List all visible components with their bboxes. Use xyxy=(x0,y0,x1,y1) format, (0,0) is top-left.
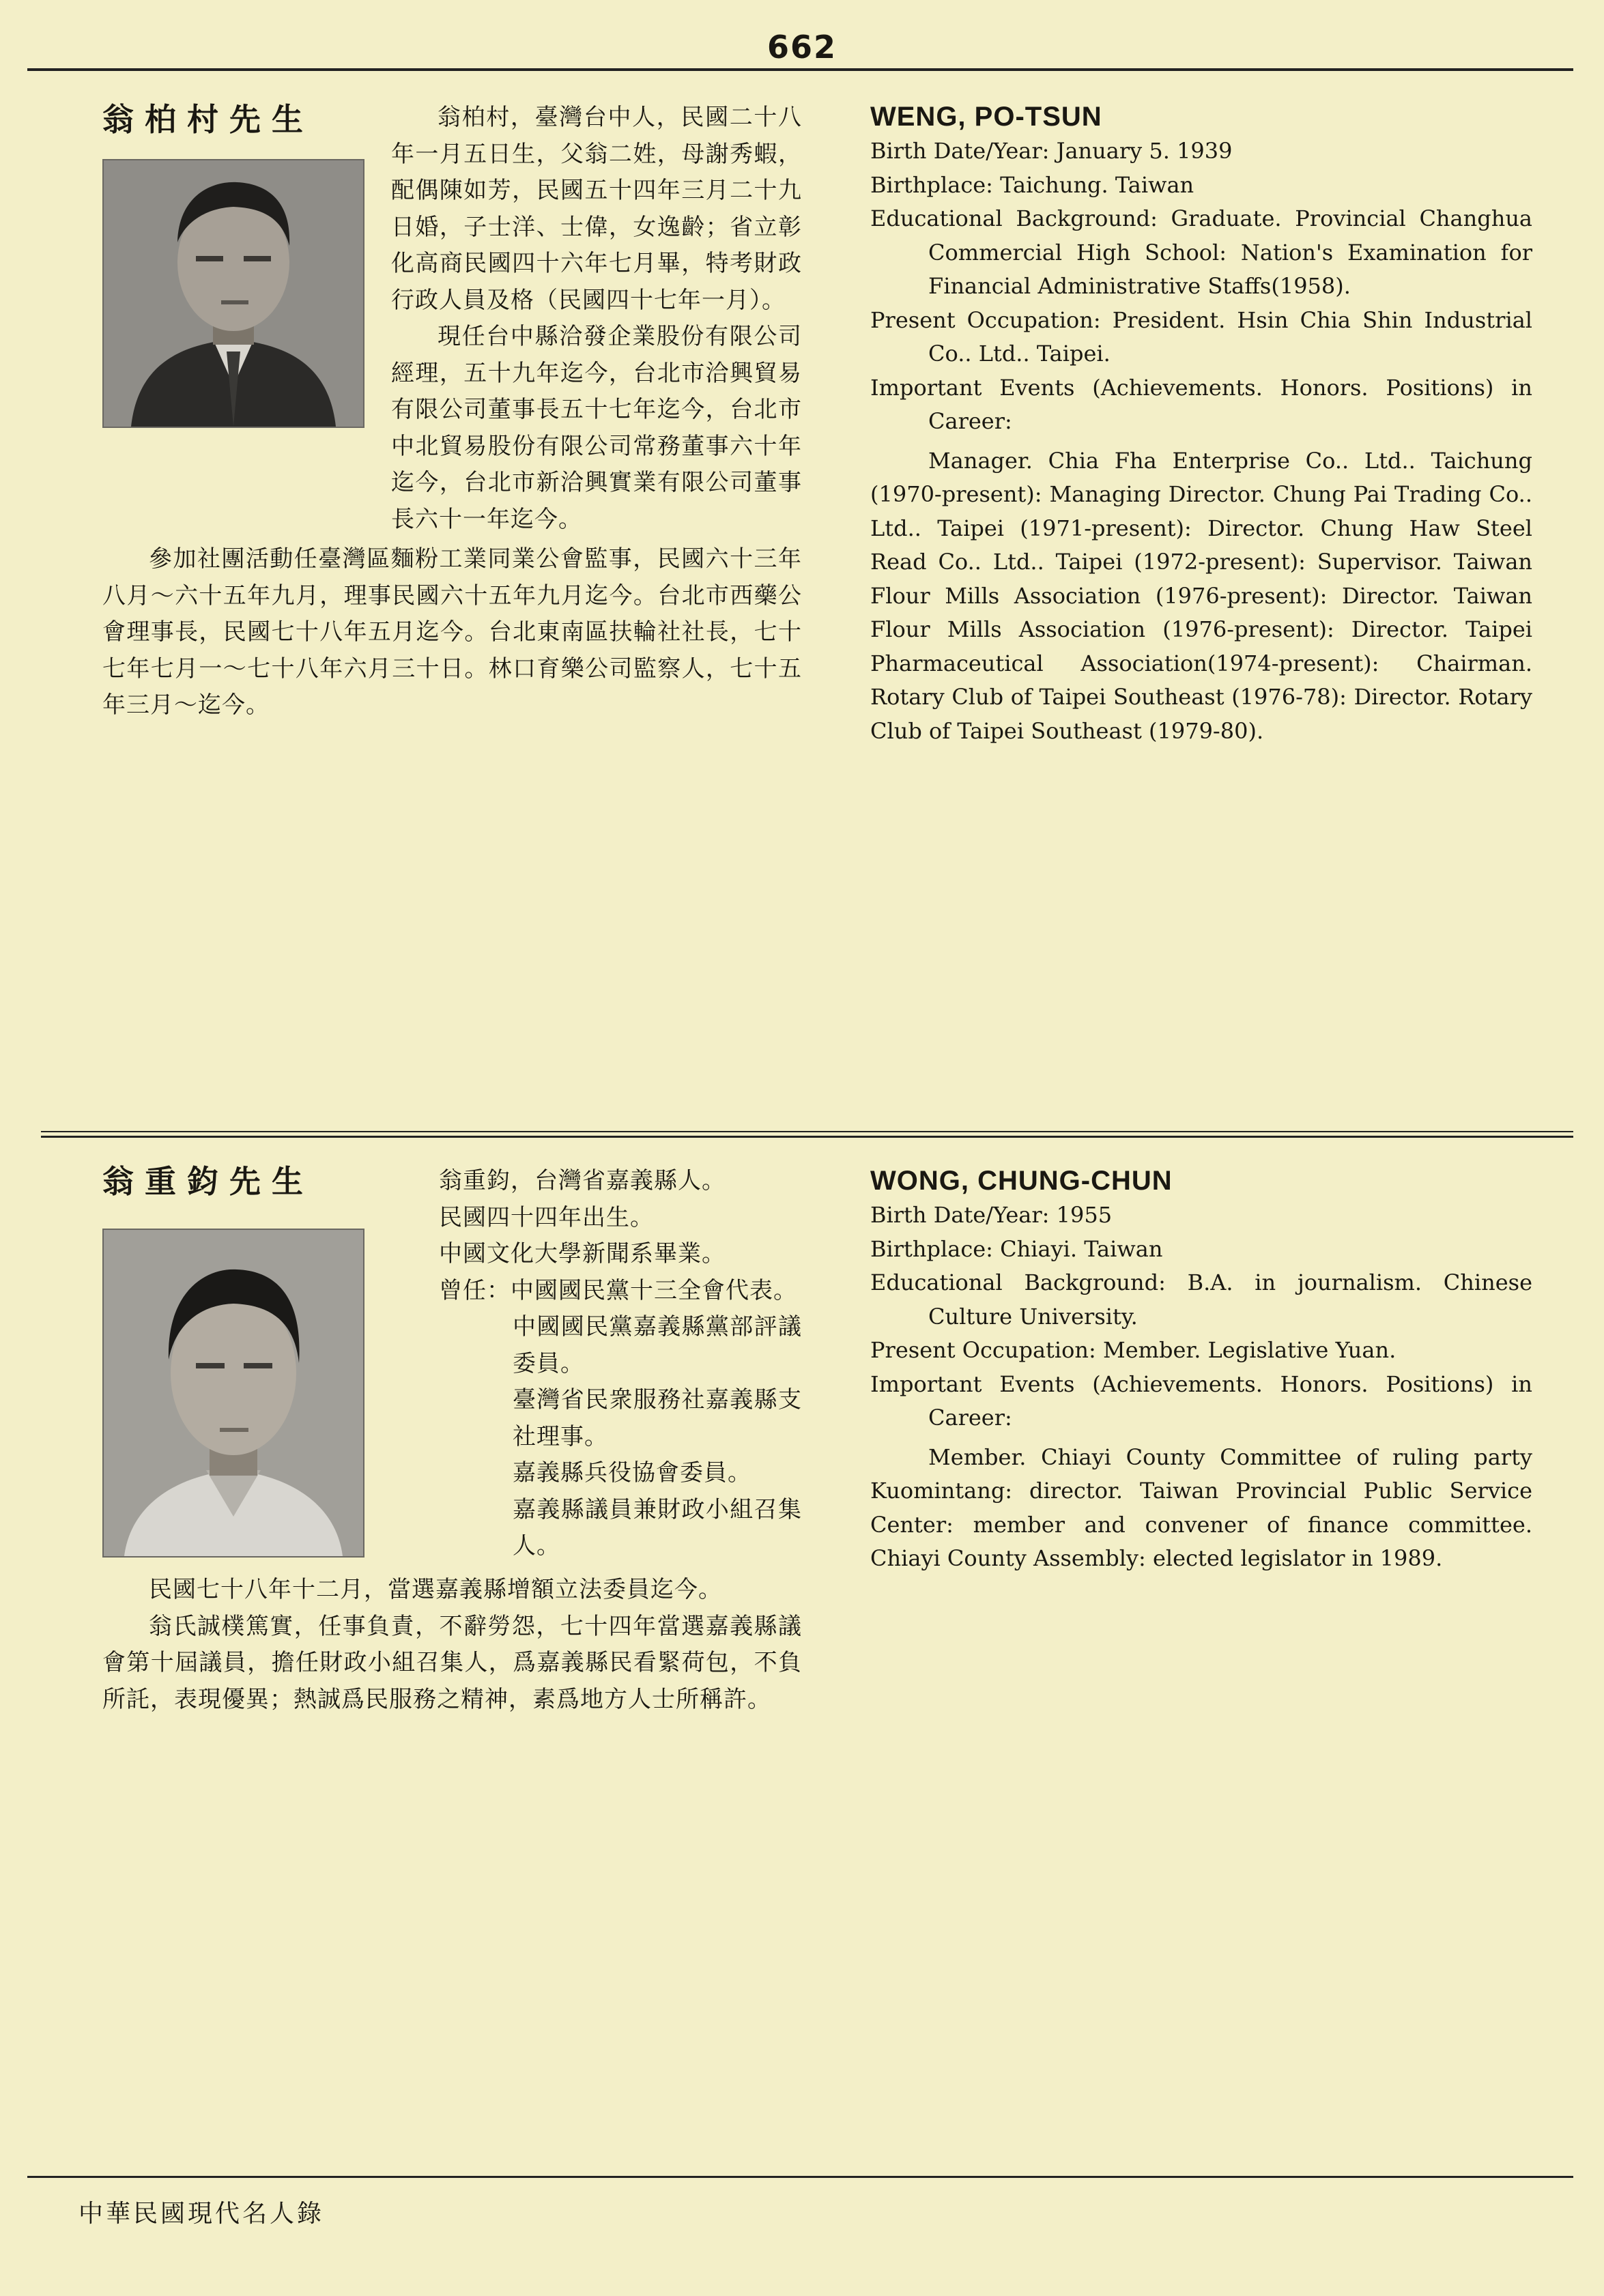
entry-1-chinese-name: 翁柏村先生 xyxy=(102,101,314,138)
entry-2-chinese-line-6: 臺灣省民衆服務社嘉義縣支社理事。 xyxy=(513,1386,802,1450)
middle-rule xyxy=(41,1136,1573,1138)
entry-2-education: Educational Background: B.A. in journalism. Chinese Culture University. xyxy=(870,1269,1532,1330)
entry-2-chinese-line-8: 嘉義縣議員兼財政小組召集人。 xyxy=(513,1495,802,1560)
page-number: 662 xyxy=(767,29,837,66)
entry-2-english-column xyxy=(870,1163,1532,1576)
entry-1-chinese-paragraph-3: 參加社團活動任臺灣區麵粉工業同業公會監事，民國六十三年八月～六十五年九月，理事民國六十五年九月迄今。台北市西藥公會理事長，民國七十八年五月迄今。台北東南區扶輪社社長，七十七年七月一～七十八年六月三十日。林口育樂公司監察人，七十五年三月～迄今。 xyxy=(102,545,802,719)
entry-2-chinese-line-7: 嘉義縣兵役協會委員。 xyxy=(513,1459,751,1487)
entry-1-chinese-paragraph-1: 翁柏村，臺灣台中人，民國二十八年一月五日生，父翁二姓，母謝秀蝦，配偶陳如芳，民國五十四年三月二十九日婚，子士洋、士偉，女逸齡；省立彰化高商民國四十六年七月畢，特考財政行政人員及格（民國四十七年一月）。 xyxy=(391,104,802,314)
entry-2-chinese-bio xyxy=(102,1572,802,1718)
entry-2-chinese-paragraph-1: 民國七十八年十二月，當選嘉義縣增額立法委員迄今。 xyxy=(149,1576,722,1603)
entry-2-portrait-photo xyxy=(102,1229,364,1558)
entry-1-occupation: Present Occupation: President. Hsin Chia Shin Industrial Co.. Ltd.. Taipei. xyxy=(870,306,1532,367)
top-rule xyxy=(27,68,1573,71)
entry-2-events-heading: Important Events (Achievements. Honors. Positions) in Career: xyxy=(870,1371,1532,1431)
entry-2-birth-date: Birth Date/Year: 1955 xyxy=(870,1202,1113,1228)
entry-1-chinese-bio-top xyxy=(391,100,802,538)
entry-2-chinese-line-3: 中國文化大學新聞系畢業。 xyxy=(439,1240,726,1267)
entry-1-birth-date: Birth Date/Year: January 5. 1939 xyxy=(870,138,1233,164)
entry-2-chinese-paragraph-2: 翁氏誠樸篤實，任事負責，不辭勞怨，七十四年當選嘉義縣議會第十屆議員，擔任財政小組召集人，爲嘉義縣民看緊荷包，不負所託，表現優異；熱誠爲民服務之精神，素爲地方人士所稱許。 xyxy=(102,1612,802,1713)
entry-2-english-name: WONG, CHUNG-CHUN xyxy=(870,1166,1173,1196)
entry-1-birthplace: Birthplace: Taichung. Taiwan xyxy=(870,171,1194,198)
portrait-young-man-image xyxy=(104,1230,363,1556)
entry-2-occupation: Present Occupation: Member. Legislative Yuan. xyxy=(870,1337,1397,1363)
entry-1-education: Educational Background: Graduate. Provincial Changhua Commercial High School: Nation's Examination for Financial Administrative Staffs(1958). xyxy=(870,205,1532,299)
entry-1-portrait-photo xyxy=(102,159,364,428)
entry-2-chinese-line-5: 中國國民黨嘉義縣黨部評議委員。 xyxy=(513,1313,802,1377)
entry-2-birthplace: Birthplace: Chiayi. Taiwan xyxy=(870,1235,1163,1262)
footer-book-title: 中華民國現代名人錄 xyxy=(78,2200,325,2228)
entry-2-career: Member. Chiayi County Committee of ruling party Kuomintang: director. Taiwan Provincial Public Service Center: member and convener of finance committee. Chiayi County Assembly: elected legislator in 1989. xyxy=(870,1444,1532,1571)
entry-1-career: Manager. Chia Fha Enterprise Co.. Ltd.. Taichung (1970-present): Managing Director. Chung Pai Trading Co.. Ltd.. Taipei (1971-present): Director. Chung Haw Steel Read Co.. Ltd.. Taipei (1972-present): Supervisor. Taiwan Flour Mills Association (1976-present): Director. Taiwan Flour Mills Association (1976-present): Director. Taipei Pharmaceutical Association(1974-present): Chairman. Rotary Club of Taipei Southeast (1976-78): Director. Rotary Club of Taipei Southeast (1979-80). xyxy=(870,447,1532,744)
entry-1-events-heading: Important Events (Achievements. Honors. Positions) in Career: xyxy=(870,374,1532,434)
entry-2-chinese-line-4: 曾任：中國國民黨十三全會代表。 xyxy=(439,1276,797,1304)
entry-2-chinese-facts xyxy=(439,1163,802,1565)
entry-2-chinese-name: 翁重鈞先生 xyxy=(102,1163,314,1200)
middle-rule-thin xyxy=(41,1131,1573,1132)
entry-1-chinese-paragraph-2: 現任台中縣洽發企業股份有限公司經理，五十九年迄今，台北市洽興貿易有限公司董事長五十七年迄今，台北市中北貿易股份有限公司常務董事六十年迄今，台北市新洽興實業有限公司董事長六十一年迄今。 xyxy=(391,323,802,533)
entry-2-chinese-line-1: 翁重鈞，台灣省嘉義縣人。 xyxy=(439,1167,726,1194)
entry-1-english-name: WENG, PO-TSUN xyxy=(870,102,1102,132)
bottom-rule xyxy=(27,2176,1573,2178)
entry-1-english-column xyxy=(870,99,1532,748)
portrait-man-suit-image xyxy=(104,160,363,427)
entry-1-chinese-bio-bottom xyxy=(102,541,802,724)
entry-2-chinese-line-2: 民國四十四年出生。 xyxy=(439,1203,654,1231)
